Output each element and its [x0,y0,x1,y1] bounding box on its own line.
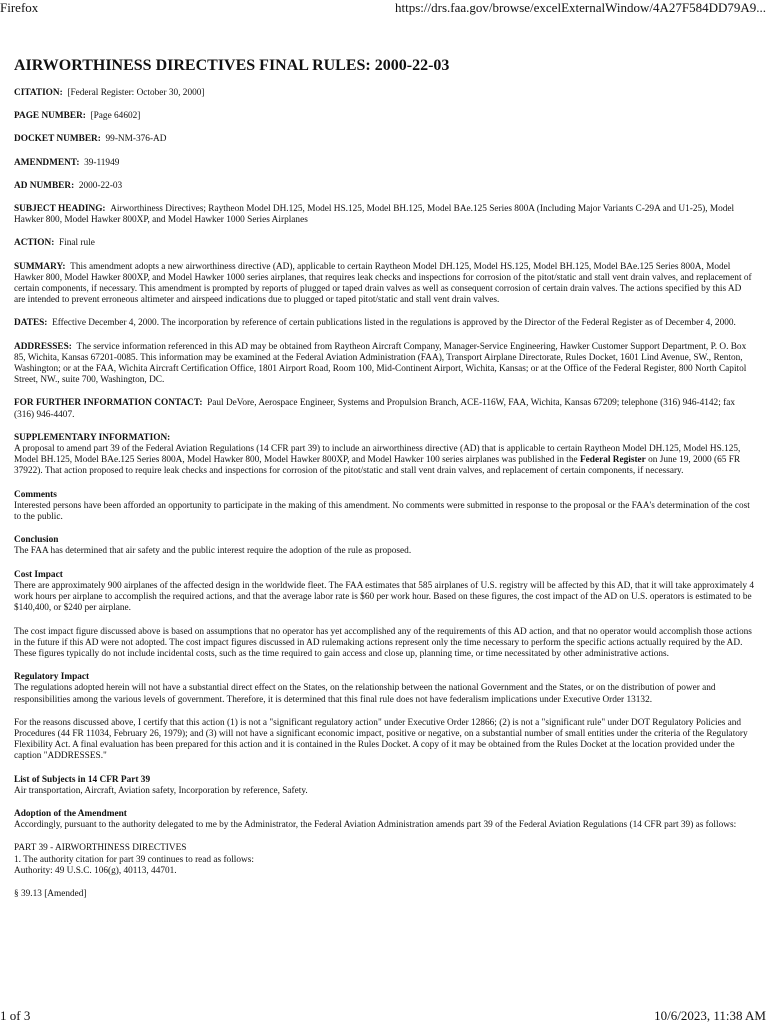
field-label: DOCKET NUMBER: [14,134,101,145]
section-heading: Comments [14,489,57,500]
discussion-section [14,535,754,557]
field-label: PAGE NUMBER: [14,111,86,122]
print-footer [0,1008,768,1024]
field-value: 2000-22-03 [78,180,123,191]
section-text: The regulations adopted herein will not have a substantial direct effect on the States, on the relationship between the national Government and the States, or on the distribution of power and responsibilities among the various levels of government. Therefore, it is determined that this final rule does not have federalism implications under Executive Order 13132. [14,683,716,705]
part-line-1: 1. The authority citation for part 39 continues to read as follows: [14,854,254,865]
section-text: Air transportation, Aircraft, Aviation safety, Incorporation by reference, Safety. [14,785,308,796]
cost-impact-paragraph-2: The cost impact figure discussed above is based on assumptions that no operator has yet accomplished any of the requirements of this AD action, and that no operator would accomplish those actions in the future if this AD were not adopted. The cost impact figures discussed in AD rulemaking actions represent only the time necessary to perform the specific actions actually required by the AD. These figures typically do not include incidental costs, such as the time required to gain access and close up, planning time, or time necessitated by other administrative actions. [14,626,752,659]
metadata-field [14,134,754,145]
field-label: FOR FURTHER INFORMATION CONTACT: [14,398,203,409]
discussion-sections [14,490,754,615]
discussion-section [14,570,754,615]
metadata-field [14,318,754,329]
field-value: The service information referenced in this AD may be obtained from Raytheon Aircraft Company, Manager-Service Engineering, Hawker Customer Support Department, P. O. Box 85, Wichita, Kansas 67201-0085. This information may be examined at the Federal Aviation Administration (FAA), Transport Airplane Directorate, Rules Docket, 1601 Lind Avenue, SW., Renton, Washington; or at the FAA, Wichita Aircraft Certification Office, 1801 Airport Road, Room 100, Mid-Continent Airport, Wichita, Kansas; or at the Office of the Federal Register, 800 North Capitol Street, NW., suite 700, Washington, DC. [14,341,747,386]
federal-register-bold: Federal Register [579,455,646,466]
field-value: This amendment adopts a new airworthiness directive (AD), applicable to certain Raytheon Model DH.125, Model HS.125, Model BH.125, Model BAe.125 Series 800A, Model Hawker 800, Model Hawker 800XP, and Model Hawker 1000 series airplanes, that requires leak checks and inspections for corrosion of the pitot/static and stall vent drain valves, and replacement of certain components, if necessary. This amendment is prompted by reports of plugged or taped drain valves as well as consequent corrosion of certain drain valves. The actions specified by this AD are intended to prevent erroneous altimeter and airspeed indications due to plugged or taped pitot/static and stall vent drain valves. [14,261,752,306]
field-label: CITATION: [14,88,63,98]
metadata-field [14,181,754,192]
section-heading: Adoption of the Amendment [14,808,127,819]
section-heading: SUPPLEMENTARY INFORMATION: [14,432,171,443]
list-of-subjects [14,775,754,797]
metadata-field [14,111,754,122]
metadata-field [14,342,754,387]
metadata-field [14,238,754,249]
field-value: 39-11949 [84,157,120,168]
section-heading: List of Subjects in 14 CFR Part 39 [14,774,151,785]
section-heading: Conclusion [14,535,59,546]
field-value: [Page 64602] [90,111,141,122]
regulatory-impact-paragraph-2: For the reasons discussed above, I certify that this action (1) is not a "significant regulatory action" under Executive Order 12866; (2) is not a "significant rule" under DOT Regulatory Policies and Procedures (44 FR 11034, February 26, 1979); and (3) will not have a significant economic impact, positive or negative, on a substantial number of small entities under the criteria of the Regulatory Flexibility Act. A final evaluation has been prepared for this action and it is contained in the Rules Docket. A copy of it may be obtained from the Rules Docket at the location provided under the caption "ADDRESSES." [14,717,748,762]
section-text: The FAA has determined that air safety and the public interest require the adoption of the rule as proposed. [14,546,412,557]
adoption-of-amendment [14,809,754,831]
field-value: Final rule [58,238,95,249]
section-heading: Regulatory Impact [14,672,90,683]
field-label: AD NUMBER: [14,180,75,191]
page-title: AIRWORTHINESS DIRECTIVES FINAL RULES: 2000-22-03 [14,57,450,74]
part-39-block [14,843,754,877]
field-label: ACTION: [14,238,55,249]
field-label: DATES: [14,318,48,329]
field-label: SUMMARY: [14,261,66,272]
browser-name: Firefox [0,0,39,15]
supplementary-information [14,433,754,478]
field-value: 99-NM-376-AD [105,134,167,145]
field-label: ADDRESSES: [14,341,72,352]
field-value: Airworthiness Directives; Raytheon Model DH.125, Model HS.125, Model BH.125, Model BAe.125 Series 800A (Including Major Variants C-29A and U1-25), Model Hawker 800, Model Hawker 800XP, and Model Hawker 1000 Series Airplanes [14,204,735,226]
metadata-field [14,158,754,169]
part-title: PART 39 - AIRWORTHINESS DIRECTIVES [14,843,187,854]
section-text: There are approximately 900 airplanes of the affected design in the worldwide fleet. The FAA estimates that 585 airplanes of U.S. registry will be affected by this AD, that it will take approximately 4 work hours per airplane to accomplish the required actions, and that the average labor rate is $60 per work hour. Based on these figures, the cost impact of the AD on U.S. operators is estimated to be $140,400, or $240 per airplane. [14,580,755,614]
section-text: A proposal to amend part 39 of the Federal Aviation Regulations (14 CFR part 39) to include an airworthiness directive (AD) that is applicable to certain Raytheon Model DH.125, Model HS.125, Model BH.125, Model BAe.125 Series 800A, Model Hawker 800, Model Hawker 800XP, and Model Hawker 100 series airplanes was published in the [14,444,741,466]
field-value: [Federal Register: October 30, 2000] [67,88,205,98]
field-value: Paul DeVore, Aerospace Engineer, Systems and Propulsion Branch, ACE-116W, FAA, Wichita, Kansas 67209; telephone (316) 946-4142; fax (316) 946-4407. [14,398,735,420]
page-count: 1 of 3 [0,1008,31,1023]
document-body [14,56,754,912]
print-datetime: 10/6/2023, 11:38 AM [654,1008,766,1023]
metadata-field [14,262,754,307]
section-amended: § 39.13 [Amended] [14,888,87,899]
section-heading: Cost Impact [14,569,63,580]
discussion-section [14,490,754,524]
field-value: Effective December 4, 2000. The incorporation by reference of certain publications listed in the regulations is approved by the Director of the Federal Register as of December 4, 2000. [52,318,736,329]
metadata-field [14,398,754,420]
metadata-field [14,88,754,99]
metadata-fields [14,88,754,421]
section-text: Interested persons have been afforded an opportunity to participate in the making of this amendment. No comments were submitted in response to the proposal or the FAA's determination of the cost to the public. [14,500,750,523]
field-label: SUBJECT HEADING: [14,204,106,215]
section-text: Accordingly, pursuant to the authority delegated to me by the Administrator, the Federal Aviation Administration amends part 39 of the Federal Aviation Regulations (14 CFR part 39) as follows: [14,820,737,831]
page-url[interactable]: https://drs.faa.gov/browse/excelExternalWindow/4A27F584DD79A9... [395,0,766,15]
field-label: AMENDMENT: [14,157,80,168]
metadata-field [14,204,754,226]
print-header [0,0,768,20]
section-text-cont: on June 19, 2000 (65 FR 37922). That action proposed to require leak checks and inspections for corrosion of the pitot/static and stall vent drain valves, and replacement of certain components, if necessary. [14,455,741,477]
part-line-2: Authority: 49 U.S.C. 106(g), 40113, 44701. [14,865,177,876]
regulatory-impact [14,672,754,706]
